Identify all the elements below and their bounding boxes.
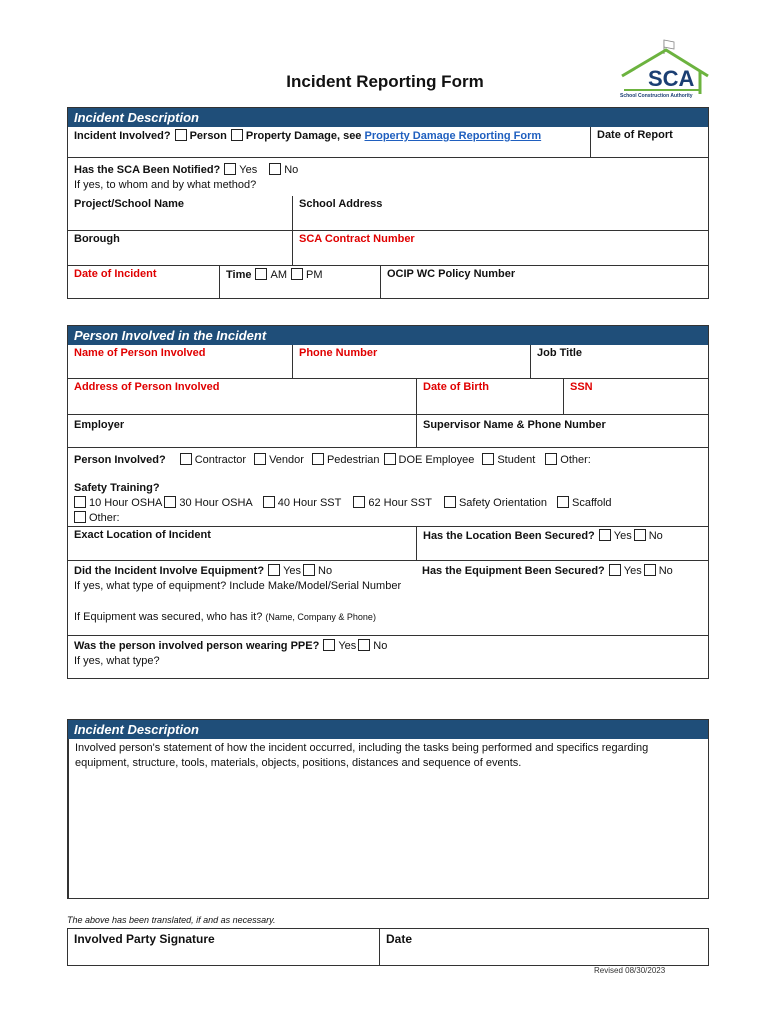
borough-row	[68, 230, 708, 265]
ppe-no-label: No	[373, 640, 388, 652]
person-name-field[interactable]	[68, 345, 292, 378]
equipment-secured-yes-label: Yes	[623, 565, 642, 577]
date-time-row	[68, 265, 708, 298]
person-involved-section	[67, 325, 709, 679]
person-address-field[interactable]	[68, 379, 416, 414]
vendor-checkbox[interactable]	[254, 453, 266, 465]
contract-number-label: SCA Contract Number	[299, 233, 415, 245]
safety-training-row	[68, 479, 708, 526]
person-name-label: Name of Person Involved	[74, 347, 206, 359]
date-of-incident-field[interactable]	[68, 266, 219, 298]
supervisor-field[interactable]	[416, 415, 708, 447]
ppe-row	[68, 635, 708, 678]
property-damage-form-link[interactable]: Property Damage Reporting Form	[364, 130, 542, 142]
date-of-incident-label: Date of Incident	[74, 268, 157, 280]
person-involved-label: Person Involved?	[74, 454, 166, 466]
signature-row	[67, 928, 709, 966]
equipment-no-label: No	[318, 565, 333, 577]
incident-involved-row	[68, 127, 708, 157]
contractor-checkbox[interactable]	[180, 453, 192, 465]
notified-yes-label: Yes	[239, 164, 258, 176]
person-type-row	[68, 447, 708, 479]
exact-location-field[interactable]	[68, 527, 416, 560]
project-school-label: Project/School Name	[74, 198, 185, 210]
incident-involved-label: Incident Involved?	[74, 130, 171, 142]
statement-instructions-line1: Involved person's statement of how the incident occurred, including the tasks being performed and specifics regarding	[75, 742, 649, 754]
location-secured-no-checkbox[interactable]	[634, 529, 646, 541]
location-secured-yes-checkbox[interactable]	[599, 529, 611, 541]
equipment-secured-no-label: No	[658, 565, 673, 577]
other-person-checkbox[interactable]	[545, 453, 557, 465]
osha-30-checkbox[interactable]	[164, 496, 176, 508]
employer-field[interactable]	[68, 415, 416, 447]
section-heading: Incident Description	[68, 108, 708, 127]
osha-10-checkbox[interactable]	[74, 496, 86, 508]
equipment-secured-yes-checkbox[interactable]	[609, 564, 621, 576]
revision-date: Revised 08/30/2023	[594, 966, 666, 975]
sst-40-label: 40 Hour SST	[277, 497, 342, 509]
phone-number-field[interactable]	[292, 345, 530, 378]
sst-62-checkbox[interactable]	[353, 496, 365, 508]
date-of-birth-field[interactable]	[416, 379, 563, 414]
location-secured-yes-label: Yes	[613, 530, 632, 542]
logo-subtitle: School Construction Authority	[620, 93, 693, 99]
person-label: Person	[189, 130, 227, 142]
sca-notified-label: Has the SCA Been Notified?	[74, 164, 221, 176]
job-title-field[interactable]	[530, 345, 708, 378]
pedestrian-checkbox[interactable]	[312, 453, 324, 465]
project-school-name-field[interactable]	[68, 196, 292, 230]
incident-statement-field[interactable]	[68, 739, 708, 898]
equipment-who-text: If Equipment was secured, who has it?	[74, 611, 263, 623]
ppe-yes-checkbox[interactable]	[323, 639, 335, 651]
date-of-report-field[interactable]	[590, 127, 708, 157]
ssn-label: SSN	[570, 381, 593, 393]
pedestrian-label: Pedestrian	[326, 454, 380, 466]
equipment-involved-label: Did the Incident Involve Equipment?	[74, 565, 265, 577]
borough-label: Borough	[74, 233, 120, 245]
incident-description-section	[67, 107, 709, 299]
section-heading: Incident Description	[68, 720, 708, 739]
time-label: Time	[226, 269, 252, 281]
school-address-field[interactable]	[292, 196, 708, 230]
ppe-yes-label: Yes	[338, 640, 357, 652]
incident-statement-section	[67, 719, 709, 899]
signature-label: Involved Party Signature	[74, 932, 215, 946]
equipment-secured-no-checkbox[interactable]	[644, 564, 656, 576]
statement-instructions-line2: equipment, structure, tools, materials, objects, positions, distances and sequence of events.	[75, 757, 522, 769]
equipment-secured-label: Has the Equipment Been Secured?	[422, 565, 605, 577]
scaffold-label: Scaffold	[572, 497, 612, 509]
am-checkbox[interactable]	[255, 268, 267, 280]
equipment-yes-checkbox[interactable]	[268, 564, 280, 576]
location-secured-no-label: No	[648, 530, 663, 542]
pm-checkbox[interactable]	[291, 268, 303, 280]
equipment-row	[68, 560, 708, 635]
logo-text: SCA	[648, 66, 695, 91]
doe-employee-checkbox[interactable]	[384, 453, 396, 465]
ssn-field[interactable]	[563, 379, 708, 414]
contract-number-field[interactable]	[292, 231, 708, 265]
notified-no-checkbox[interactable]	[269, 163, 281, 175]
signature-field[interactable]	[68, 929, 379, 965]
notified-yes-checkbox[interactable]	[224, 163, 236, 175]
name-row	[68, 345, 708, 378]
form-title: Incident Reporting Form	[286, 72, 484, 91]
ppe-type-text: If yes, what type?	[74, 655, 160, 667]
location-secured-label: Has the Location Been Secured?	[423, 530, 595, 542]
property-damage-checkbox[interactable]	[231, 129, 243, 141]
student-checkbox[interactable]	[482, 453, 494, 465]
exact-location-label: Exact Location of Incident	[74, 529, 211, 541]
osha-10-label: 10 Hour OSHA	[89, 497, 163, 509]
ppe-no-checkbox[interactable]	[358, 639, 370, 651]
pm-label: PM	[305, 269, 323, 281]
sst-62-label: 62 Hour SST	[368, 497, 432, 509]
person-address-label: Address of Person Involved	[74, 381, 220, 393]
employer-label: Employer	[74, 419, 125, 431]
time-field[interactable]	[219, 266, 380, 298]
date-of-birth-label: Date of Birth	[423, 381, 489, 393]
person-checkbox[interactable]	[175, 129, 187, 141]
safety-orientation-checkbox[interactable]	[444, 496, 456, 508]
other-training-checkbox[interactable]	[74, 511, 86, 523]
sca-notified-row	[68, 157, 708, 196]
notified-followup-text: If yes, to whom and by what method?	[74, 179, 257, 191]
school-address-label: School Address	[299, 198, 383, 210]
ocip-policy-field[interactable]	[380, 266, 708, 298]
phone-number-label: Phone Number	[299, 347, 378, 359]
translation-note: The above has been translated, if and as necessary.	[67, 915, 276, 925]
property-damage-label: Property Damage, see	[245, 130, 362, 142]
other-training-label: Other:	[89, 512, 120, 524]
equipment-yes-label: Yes	[283, 565, 302, 577]
am-label: AM	[270, 269, 287, 281]
equipment-no-checkbox[interactable]	[303, 564, 315, 576]
osha-30-label: 30 Hour OSHA	[179, 497, 253, 509]
safety-training-label: Safety Training?	[74, 482, 160, 494]
equipment-type-text: If yes, what type of equipment? Include Make/Model/Serial Number	[74, 580, 402, 592]
section-heading: Person Involved in the Incident	[68, 326, 708, 345]
contractor-label: Contractor	[194, 454, 247, 466]
job-title-label: Job Title	[537, 347, 583, 359]
vendor-label: Vendor	[269, 454, 304, 466]
signature-date-field[interactable]	[379, 929, 708, 965]
scaffold-checkbox[interactable]	[557, 496, 569, 508]
location-row	[68, 526, 708, 560]
ppe-label: Was the person involved person wearing PPE?	[74, 640, 320, 652]
safety-orientation-label: Safety Orientation	[458, 497, 547, 509]
employer-row	[68, 414, 708, 447]
borough-field[interactable]	[68, 231, 292, 265]
sst-40-checkbox[interactable]	[263, 496, 275, 508]
notified-no-label: No	[284, 164, 299, 176]
student-label: Student	[497, 454, 536, 466]
other-person-label: Other:	[560, 454, 591, 466]
project-row	[68, 196, 708, 230]
equipment-who-hint: (Name, Company & Phone)	[265, 612, 376, 622]
supervisor-label: Supervisor Name & Phone Number	[423, 419, 606, 431]
date-of-report-label: Date of Report	[597, 129, 673, 141]
address-row	[68, 378, 708, 414]
doe-employee-label: DOE Employee	[398, 454, 475, 466]
signature-date-label: Date	[386, 932, 413, 946]
ocip-label: OCIP WC Policy Number	[387, 268, 516, 280]
